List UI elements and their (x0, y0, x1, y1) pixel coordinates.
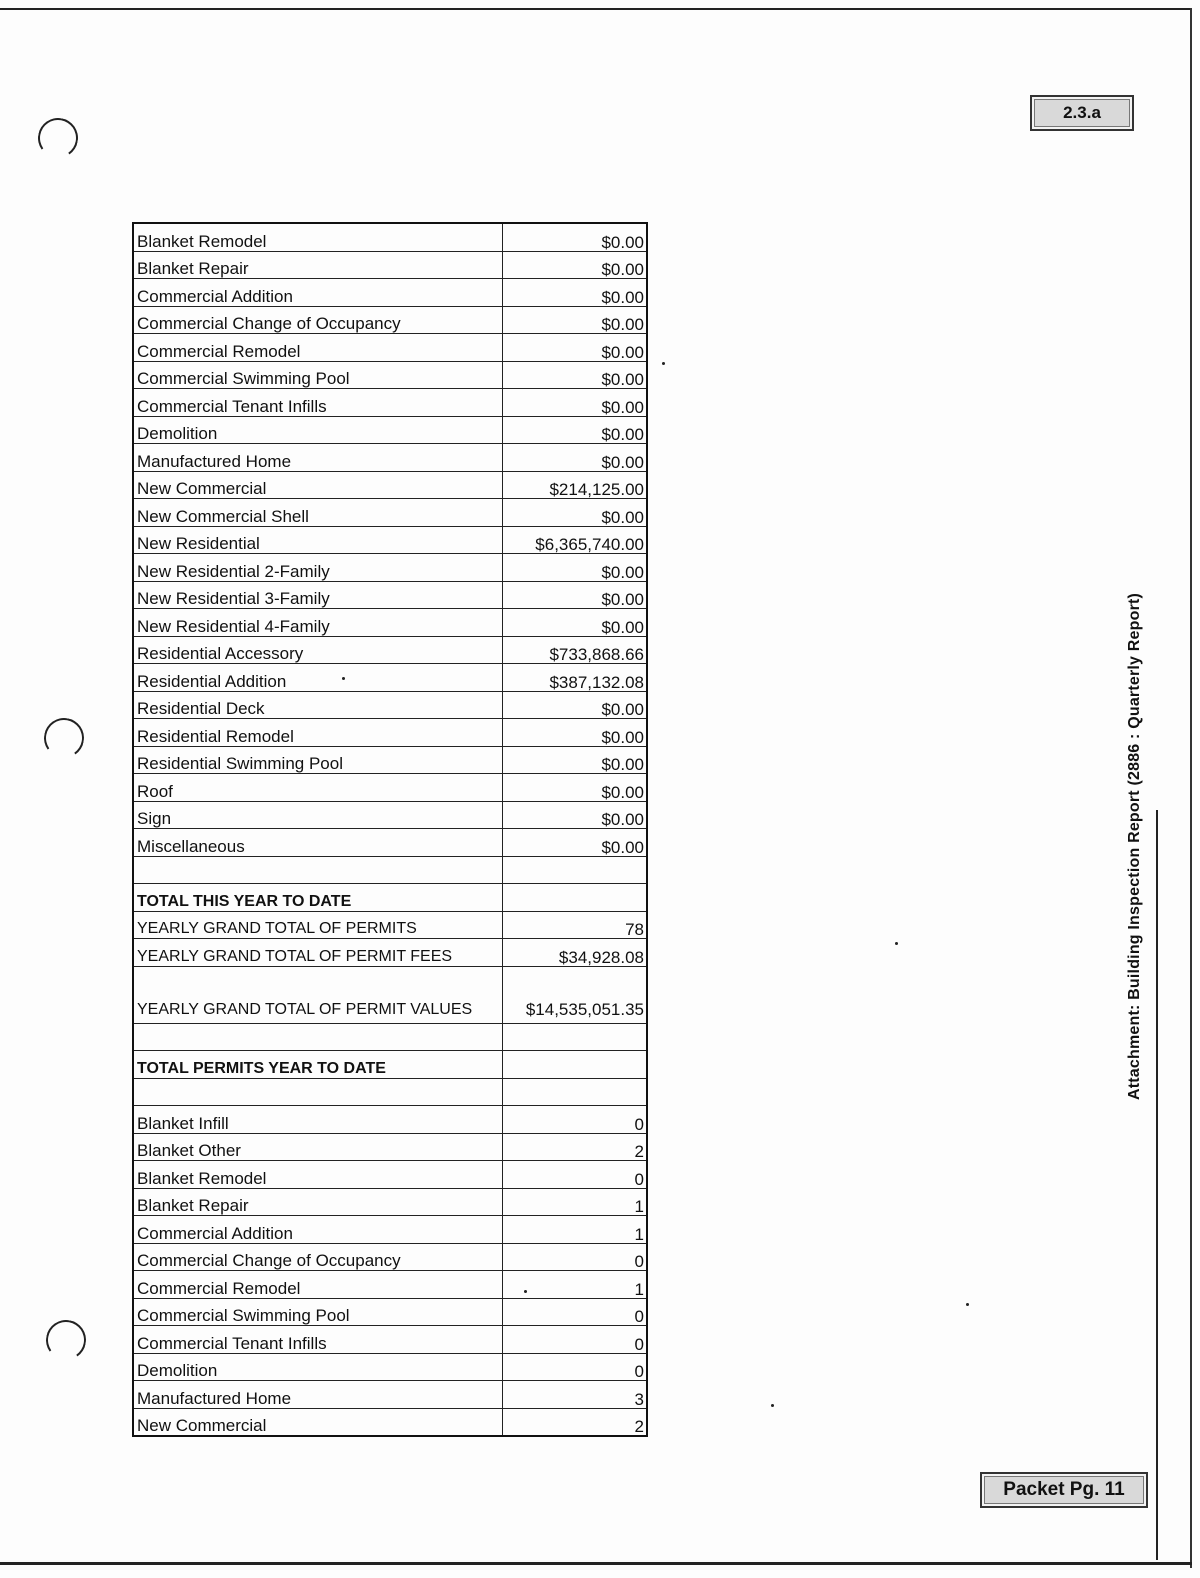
value-amount: $387,132.08 (503, 664, 648, 692)
permits-heading: TOTAL PERMITS YEAR TO DATE (133, 1051, 503, 1079)
table-row (133, 499, 647, 527)
table-row (133, 1381, 647, 1409)
row-label: New Residential 2-Family (133, 554, 503, 582)
value-amount: $0.00 (503, 334, 648, 362)
attachment-caption: Attachment: Building Inspection Report (2886 : Quarterly Report) (1126, 592, 1143, 1100)
value-amount: $0.00 (503, 279, 648, 307)
table-row (133, 389, 647, 417)
table-row (133, 1243, 647, 1271)
blank-cell (503, 1078, 648, 1106)
row-label: Manufactured Home (133, 1381, 503, 1409)
permit-count: 1 (503, 1188, 648, 1216)
row-label: Miscellaneous (133, 829, 503, 857)
table-row (133, 306, 647, 334)
top-border-line (0, 8, 1192, 10)
table-row (133, 1216, 647, 1244)
row-label: Roof (133, 774, 503, 802)
table-row (133, 554, 647, 582)
row-label: Blanket Other (133, 1133, 503, 1161)
permit-count: 0 (503, 1298, 648, 1326)
row-label: Demolition (133, 1353, 503, 1381)
table-row (133, 664, 647, 692)
blank-cell (133, 1023, 503, 1051)
row-label: Residential Remodel (133, 719, 503, 747)
row-label: Commercial Addition (133, 1216, 503, 1244)
value-amount: $0.00 (503, 746, 648, 774)
binder-hole-top (35, 115, 81, 161)
side-margin-line (1156, 810, 1158, 1560)
table-row (133, 444, 647, 472)
row-label: Commercial Tenant Infills (133, 1326, 503, 1354)
value-amount: $0.00 (503, 554, 648, 582)
table-row (133, 1408, 647, 1436)
total-value: $34,928.08 (503, 939, 648, 967)
total-value: $14,535,051.35 (503, 966, 648, 1023)
right-border-line (1190, 8, 1192, 1568)
total-row (133, 911, 647, 939)
row-label: New Residential 3-Family (133, 581, 503, 609)
value-amount: $0.00 (503, 251, 648, 279)
page-tag: 2.3.a (1030, 95, 1134, 131)
table-row (133, 279, 647, 307)
row-label: New Commercial Shell (133, 499, 503, 527)
blank-row (133, 1023, 647, 1051)
row-label: Commercial Swimming Pool (133, 1298, 503, 1326)
table-row (133, 1326, 647, 1354)
value-amount: $0.00 (503, 389, 648, 417)
scan-speck (895, 942, 898, 945)
row-label: Blanket Infill (133, 1106, 503, 1134)
row-label: Residential Swimming Pool (133, 746, 503, 774)
table-row (133, 746, 647, 774)
row-label: Blanket Repair (133, 1188, 503, 1216)
row-label: Residential Addition (133, 664, 503, 692)
value-amount: $0.00 (503, 774, 648, 802)
row-label: Sign (133, 801, 503, 829)
value-amount: $0.00 (503, 829, 648, 857)
value-amount: $0.00 (503, 801, 648, 829)
total-label: YEARLY GRAND TOTAL OF PERMIT VALUES (133, 966, 503, 1023)
value-amount: $0.00 (503, 581, 648, 609)
section-heading-row (133, 1051, 647, 1079)
row-label: Blanket Remodel (133, 223, 503, 251)
row-label: Commercial Change of Occupancy (133, 1243, 503, 1271)
row-label: New Residential (133, 526, 503, 554)
value-amount: $0.00 (503, 444, 648, 472)
blank-cell (503, 856, 648, 884)
total-row (133, 966, 647, 1023)
table-row (133, 829, 647, 857)
value-amount: $733,868.66 (503, 636, 648, 664)
blank-cell (503, 884, 648, 912)
scan-speck (966, 1303, 969, 1306)
table-row (133, 1298, 647, 1326)
section-heading-row (133, 884, 647, 912)
totals-heading: TOTAL THIS YEAR TO DATE (133, 884, 503, 912)
value-amount: $6,365,740.00 (503, 526, 648, 554)
total-label: YEARLY GRAND TOTAL OF PERMIT FEES (133, 939, 503, 967)
table-row (133, 526, 647, 554)
table-row (133, 251, 647, 279)
value-amount: $0.00 (503, 719, 648, 747)
row-label: New Residential 4-Family (133, 609, 503, 637)
table-row (133, 416, 647, 444)
value-amount: $0.00 (503, 416, 648, 444)
bottom-border-line (0, 1562, 1192, 1565)
table-row (133, 1188, 647, 1216)
row-label: Commercial Swimming Pool (133, 361, 503, 389)
total-value: 78 (503, 911, 648, 939)
blank-cell (133, 856, 503, 884)
value-amount: $0.00 (503, 691, 648, 719)
permit-count: 1 (503, 1271, 648, 1299)
scan-speck (771, 1404, 774, 1407)
value-amount: $0.00 (503, 223, 648, 251)
table-row (133, 1271, 647, 1299)
permit-count: 2 (503, 1133, 648, 1161)
permit-count: 1 (503, 1216, 648, 1244)
table-row (133, 774, 647, 802)
total-row (133, 939, 647, 967)
value-amount: $0.00 (503, 609, 648, 637)
table-row (133, 1353, 647, 1381)
permit-count: 0 (503, 1243, 648, 1271)
row-label: Commercial Addition (133, 279, 503, 307)
blank-row (133, 1078, 647, 1106)
row-label: Commercial Remodel (133, 334, 503, 362)
table-row (133, 471, 647, 499)
row-label: Blanket Repair (133, 251, 503, 279)
table-row (133, 1161, 647, 1189)
blank-cell (503, 1051, 648, 1079)
table-row (133, 223, 647, 251)
table-row (133, 1133, 647, 1161)
value-amount: $0.00 (503, 499, 648, 527)
blank-row (133, 856, 647, 884)
value-amount: $214,125.00 (503, 471, 648, 499)
table-row (133, 581, 647, 609)
blank-cell (133, 1078, 503, 1106)
blank-cell (503, 1023, 648, 1051)
row-label: Demolition (133, 416, 503, 444)
permit-count: 2 (503, 1408, 648, 1436)
permit-count: 0 (503, 1106, 648, 1134)
table-row (133, 1106, 647, 1134)
value-amount: $0.00 (503, 306, 648, 334)
row-label: Residential Deck (133, 691, 503, 719)
permit-count: 3 (503, 1381, 648, 1409)
row-label: Commercial Tenant Infills (133, 389, 503, 417)
permit-report-table (132, 222, 648, 1437)
row-label: Manufactured Home (133, 444, 503, 472)
row-label: Commercial Change of Occupancy (133, 306, 503, 334)
binder-hole-bottom (43, 1317, 89, 1363)
scan-speck (662, 362, 665, 365)
table-row (133, 636, 647, 664)
permit-count: 0 (503, 1353, 648, 1381)
value-amount: $0.00 (503, 361, 648, 389)
row-label: Blanket Remodel (133, 1161, 503, 1189)
packet-page-tag: Packet Pg. 11 (980, 1472, 1148, 1508)
permit-count: 0 (503, 1326, 648, 1354)
row-label: Commercial Remodel (133, 1271, 503, 1299)
permit-count: 0 (503, 1161, 648, 1189)
table-row (133, 361, 647, 389)
total-label: YEARLY GRAND TOTAL OF PERMITS (133, 911, 503, 939)
table-row (133, 334, 647, 362)
table-row (133, 801, 647, 829)
table-row (133, 719, 647, 747)
table-row (133, 691, 647, 719)
row-label: New Commercial (133, 1408, 503, 1436)
row-label: Residential Accessory (133, 636, 503, 664)
table-row (133, 609, 647, 637)
binder-hole-middle (41, 715, 87, 761)
permit-report-body (133, 223, 647, 1436)
row-label: New Commercial (133, 471, 503, 499)
